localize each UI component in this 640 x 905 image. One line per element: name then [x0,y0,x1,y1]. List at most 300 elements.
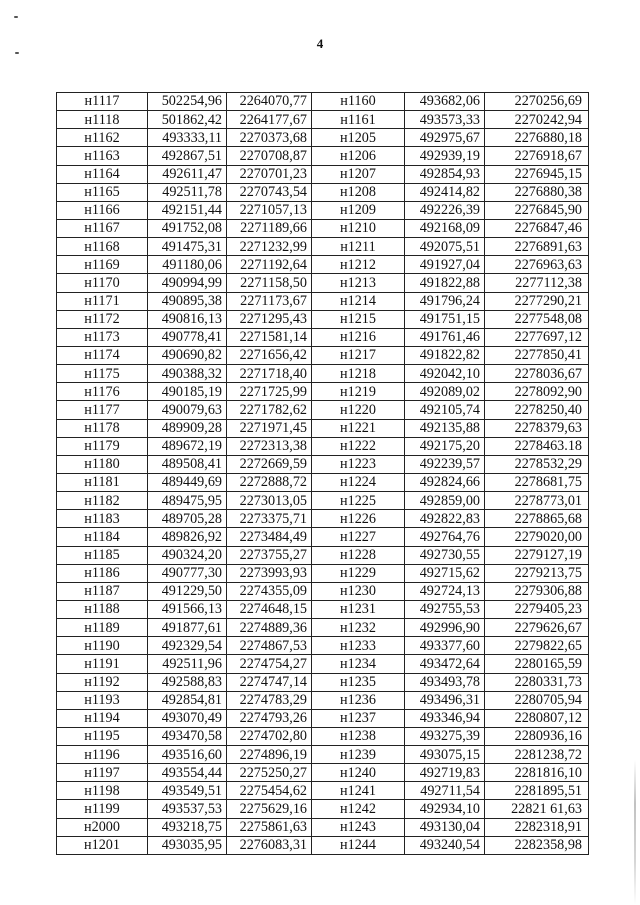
cell-y-coordinate: 2272888,72 [227,473,312,491]
cell-x-coordinate: 493275,39 [405,727,485,745]
cell-x-coordinate: 493240,54 [405,836,485,854]
cell-point-id: н1161 [312,111,405,129]
cell-point-id: н1232 [312,619,405,637]
table-row [57,256,589,274]
cell-y-coordinate: 2278250,40 [485,401,589,419]
cell-y-coordinate: 2271189,66 [227,219,312,237]
cell-x-coordinate: 490079,63 [148,401,227,419]
table-row [57,437,589,455]
cell-point-id: н1231 [312,600,405,618]
cell-x-coordinate: 490994,99 [148,274,227,292]
cell-y-coordinate: 2270743,54 [227,183,312,201]
cell-y-coordinate: 2277112,38 [485,274,589,292]
cell-y-coordinate: 2276847,46 [485,219,589,237]
cell-x-coordinate: 493333,11 [148,129,227,147]
cell-x-coordinate: 492934,10 [405,800,485,818]
cell-point-id: н1211 [312,238,405,256]
cell-point-id: н1192 [57,673,148,691]
cell-y-coordinate: 2271725,99 [227,383,312,401]
cell-y-coordinate: 2274896,19 [227,746,312,764]
cell-x-coordinate: 490324,20 [148,546,227,564]
cell-point-id: н1197 [57,764,148,782]
cell-x-coordinate: 492168,09 [405,219,485,237]
cell-x-coordinate: 493472,64 [405,655,485,673]
cell-y-coordinate: 2275861,63 [227,818,312,836]
cell-y-coordinate: 2279127,19 [485,546,589,564]
cell-y-coordinate: 2273993,93 [227,564,312,582]
cell-point-id: н1183 [57,510,148,528]
cell-y-coordinate: 2277850,41 [485,346,589,364]
cell-point-id: н2000 [57,818,148,836]
cell-point-id: н1171 [57,292,148,310]
table-row [57,673,589,691]
cell-x-coordinate: 493493,78 [405,673,485,691]
cell-y-coordinate: 2274648,15 [227,600,312,618]
cell-x-coordinate: 493070,49 [148,709,227,727]
cell-x-coordinate: 493075,15 [405,746,485,764]
cell-point-id: н1208 [312,183,405,201]
cell-point-id: н1172 [57,310,148,328]
cell-x-coordinate: 489705,28 [148,510,227,528]
table-row [57,129,589,147]
cell-point-id: н1210 [312,219,405,237]
cell-point-id: н1238 [312,727,405,745]
cell-x-coordinate: 490895,38 [148,292,227,310]
cell-y-coordinate: 2281816,10 [485,764,589,782]
cell-point-id: н1223 [312,455,405,473]
cell-x-coordinate: 492859,00 [405,492,485,510]
cell-point-id: н1244 [312,836,405,854]
cell-x-coordinate: 492730,55 [405,546,485,564]
cell-point-id: н1118 [57,111,148,129]
cell-y-coordinate: 2271782,62 [227,401,312,419]
cell-y-coordinate: 2274889,36 [227,619,312,637]
table-row [57,836,589,854]
cell-y-coordinate: 2277290,21 [485,292,589,310]
scan-speck [14,16,18,18]
cell-x-coordinate: 489508,41 [148,455,227,473]
cell-x-coordinate: 491752,08 [148,219,227,237]
cell-x-coordinate: 492824,66 [405,473,485,491]
table-row [57,328,589,346]
table-row [57,727,589,745]
cell-y-coordinate: 2274793,26 [227,709,312,727]
cell-point-id: н1160 [312,93,405,111]
cell-point-id: н1240 [312,764,405,782]
cell-y-coordinate: 2275454,62 [227,782,312,800]
cell-point-id: н1169 [57,256,148,274]
cell-y-coordinate: 2276880,18 [485,129,589,147]
cell-y-coordinate: 2277697,12 [485,328,589,346]
table-row [57,219,589,237]
cell-point-id: н1190 [57,637,148,655]
cell-y-coordinate: 2276918,67 [485,147,589,165]
cell-y-coordinate: 2276963,63 [485,256,589,274]
cell-x-coordinate: 492042,10 [405,365,485,383]
cell-point-id: н1218 [312,365,405,383]
cell-y-coordinate: 2279405,23 [485,600,589,618]
table-row [57,709,589,727]
cell-y-coordinate: 2272313,38 [227,437,312,455]
cell-x-coordinate: 493573,33 [405,111,485,129]
cell-x-coordinate: 491761,46 [405,328,485,346]
cell-x-coordinate: 493130,04 [405,818,485,836]
cell-x-coordinate: 489449,69 [148,473,227,491]
cell-x-coordinate: 491751,15 [405,310,485,328]
cell-x-coordinate: 491877,61 [148,619,227,637]
cell-point-id: н1229 [312,564,405,582]
cell-y-coordinate: 2274355,09 [227,582,312,600]
cell-point-id: н1181 [57,473,148,491]
cell-x-coordinate: 491566,13 [148,600,227,618]
cell-y-coordinate: 2273755,27 [227,546,312,564]
cell-point-id: н1201 [57,836,148,854]
table-row [57,510,589,528]
cell-x-coordinate: 491475,31 [148,238,227,256]
cell-x-coordinate: 490778,41 [148,328,227,346]
cell-y-coordinate: 2270701,23 [227,165,312,183]
cell-y-coordinate: 2271718,40 [227,365,312,383]
table-row [57,365,589,383]
cell-point-id: н1179 [57,437,148,455]
cell-x-coordinate: 492711,54 [405,782,485,800]
cell-x-coordinate: 493554,44 [148,764,227,782]
cell-x-coordinate: 493218,75 [148,818,227,836]
cell-point-id: н1239 [312,746,405,764]
cell-y-coordinate: 2271232,99 [227,238,312,256]
cell-y-coordinate: 2277548,08 [485,310,589,328]
cell-point-id: н1188 [57,600,148,618]
cell-y-coordinate: 2274783,29 [227,691,312,709]
table-row [57,546,589,564]
cell-point-id: н1187 [57,582,148,600]
cell-y-coordinate: 2274754,27 [227,655,312,673]
table-row [57,111,589,129]
cell-y-coordinate: 2280807,12 [485,709,589,727]
table-row [57,383,589,401]
cell-x-coordinate: 491180,06 [148,256,227,274]
cell-point-id: н1233 [312,637,405,655]
cell-x-coordinate: 492939,19 [405,147,485,165]
cell-point-id: н1175 [57,365,148,383]
cell-x-coordinate: 489475,95 [148,492,227,510]
table-row [57,782,589,800]
cell-y-coordinate: 2270708,87 [227,147,312,165]
cell-x-coordinate: 491796,24 [405,292,485,310]
cell-x-coordinate: 493496,31 [405,691,485,709]
cell-x-coordinate: 501862,42 [148,111,227,129]
cell-point-id: н1242 [312,800,405,818]
cell-y-coordinate: 2275250,27 [227,764,312,782]
cell-y-coordinate: 2278092,90 [485,383,589,401]
cell-y-coordinate: 2281238,72 [485,746,589,764]
cell-x-coordinate: 492089,02 [405,383,485,401]
table-row [57,746,589,764]
cell-point-id: н1214 [312,292,405,310]
cell-y-coordinate: 2279822,65 [485,637,589,655]
cell-point-id: н1198 [57,782,148,800]
cell-point-id: н1178 [57,419,148,437]
cell-y-coordinate: 2279306,88 [485,582,589,600]
cell-x-coordinate: 491927,04 [405,256,485,274]
cell-point-id: н1219 [312,383,405,401]
cell-x-coordinate: 490816,13 [148,310,227,328]
cell-x-coordinate: 491822,88 [405,274,485,292]
cell-x-coordinate: 492511,78 [148,183,227,201]
table-row [57,201,589,219]
table-row [57,528,589,546]
cell-y-coordinate: 2264177,67 [227,111,312,129]
cell-x-coordinate: 492105,74 [405,401,485,419]
cell-point-id: н1167 [57,219,148,237]
cell-y-coordinate: 2274702,80 [227,727,312,745]
cell-point-id: н1225 [312,492,405,510]
cell-point-id: н1195 [57,727,148,745]
cell-point-id: н1220 [312,401,405,419]
cell-x-coordinate: 492719,83 [405,764,485,782]
cell-x-coordinate: 489672,19 [148,437,227,455]
cell-y-coordinate: 2280705,94 [485,691,589,709]
cell-x-coordinate: 491229,50 [148,582,227,600]
cell-y-coordinate: 2271057,13 [227,201,312,219]
table-row [57,600,589,618]
cell-point-id: н1230 [312,582,405,600]
cell-y-coordinate: 2279020,00 [485,528,589,546]
cell-y-coordinate: 2279626,67 [485,619,589,637]
table-row [57,473,589,491]
cell-y-coordinate: 2276891,63 [485,238,589,256]
cell-x-coordinate: 493346,94 [405,709,485,727]
cell-x-coordinate: 492975,67 [405,129,485,147]
cell-y-coordinate: 2282358,98 [485,836,589,854]
cell-point-id: н1166 [57,201,148,219]
cell-y-coordinate: 2271158,50 [227,274,312,292]
cell-point-id: н1170 [57,274,148,292]
cell-point-id: н1236 [312,691,405,709]
cell-point-id: н1221 [312,419,405,437]
cell-y-coordinate: 2276880,38 [485,183,589,201]
cell-y-coordinate: 2276945,15 [485,165,589,183]
cell-y-coordinate: 2278865,68 [485,510,589,528]
cell-point-id: н1209 [312,201,405,219]
cell-point-id: н1177 [57,401,148,419]
table-row [57,818,589,836]
cell-x-coordinate: 492755,53 [405,600,485,618]
table-row [57,455,589,473]
cell-point-id: н1224 [312,473,405,491]
page-number: 4 [316,36,324,51]
cell-point-id: н1234 [312,655,405,673]
cell-x-coordinate: 492075,51 [405,238,485,256]
table-row [57,93,589,111]
cell-point-id: н1243 [312,818,405,836]
cell-x-coordinate: 492239,57 [405,455,485,473]
cell-x-coordinate: 489826,92 [148,528,227,546]
table-row [57,582,589,600]
cell-point-id: н1186 [57,564,148,582]
cell-point-id: н1165 [57,183,148,201]
cell-y-coordinate: 2279213,75 [485,564,589,582]
cell-point-id: н1185 [57,546,148,564]
cell-y-coordinate: 2276845,90 [485,201,589,219]
cell-point-id: н1217 [312,346,405,364]
cell-y-coordinate: 2275629,16 [227,800,312,818]
cell-x-coordinate: 492854,93 [405,165,485,183]
cell-x-coordinate: 493377,60 [405,637,485,655]
cell-y-coordinate: 2271971,45 [227,419,312,437]
table-row [57,619,589,637]
cell-x-coordinate: 492588,83 [148,673,227,691]
cell-y-coordinate: 2278681,75 [485,473,589,491]
cell-point-id: н1216 [312,328,405,346]
cell-point-id: н1164 [57,165,148,183]
table-row [57,183,589,201]
cell-point-id: н1180 [57,455,148,473]
cell-x-coordinate: 490690,82 [148,346,227,364]
table-row [57,147,589,165]
cell-y-coordinate: 2271581,14 [227,328,312,346]
cell-y-coordinate: 2270373,68 [227,129,312,147]
cell-y-coordinate: 2278379,63 [485,419,589,437]
cell-point-id: н1241 [312,782,405,800]
cell-y-coordinate: 2273375,71 [227,510,312,528]
cell-x-coordinate: 493537,53 [148,800,227,818]
table-row [57,346,589,364]
cell-x-coordinate: 492996,90 [405,619,485,637]
cell-y-coordinate: 2278463.18 [485,437,589,455]
cell-y-coordinate: 2271173,67 [227,292,312,310]
cell-point-id: н1184 [57,528,148,546]
cell-y-coordinate: 2278773,01 [485,492,589,510]
cell-x-coordinate: 489909,28 [148,419,227,437]
coordinate-table [56,92,589,855]
cell-x-coordinate: 492611,47 [148,165,227,183]
cell-point-id: н1189 [57,619,148,637]
cell-point-id: н1227 [312,528,405,546]
cell-x-coordinate: 491822,82 [405,346,485,364]
cell-y-coordinate: 2274867,53 [227,637,312,655]
cell-y-coordinate: 2271656,42 [227,346,312,364]
scan-speck [15,52,19,54]
cell-x-coordinate: 493516,60 [148,746,227,764]
table-row [57,492,589,510]
table-row [57,165,589,183]
cell-point-id: н1213 [312,274,405,292]
cell-y-coordinate: 2272669,59 [227,455,312,473]
table-row [57,764,589,782]
cell-x-coordinate: 493549,51 [148,782,227,800]
table-row [57,637,589,655]
cell-x-coordinate: 493682,06 [405,93,485,111]
cell-point-id: н1173 [57,328,148,346]
cell-point-id: н1205 [312,129,405,147]
table-row [57,800,589,818]
cell-x-coordinate: 492724,13 [405,582,485,600]
table-row [57,564,589,582]
cell-y-coordinate: 2276083,31 [227,836,312,854]
cell-point-id: н1191 [57,655,148,673]
cell-point-id: н1212 [312,256,405,274]
cell-point-id: н1235 [312,673,405,691]
cell-x-coordinate: 492329,54 [148,637,227,655]
table-row [57,401,589,419]
cell-x-coordinate: 502254,96 [148,93,227,111]
cell-x-coordinate: 492175,20 [405,437,485,455]
cell-y-coordinate: 2281895,51 [485,782,589,800]
cell-point-id: н1117 [57,93,148,111]
cell-y-coordinate: 2280331,73 [485,673,589,691]
cell-y-coordinate: 2278532,29 [485,455,589,473]
table-row [57,238,589,256]
table-row [57,691,589,709]
cell-y-coordinate: 2270256,69 [485,93,589,111]
cell-point-id: н1206 [312,147,405,165]
cell-point-id: н1196 [57,746,148,764]
cell-x-coordinate: 492414,82 [405,183,485,201]
cell-x-coordinate: 490185,19 [148,383,227,401]
cell-y-coordinate: 2274747,14 [227,673,312,691]
table-row [57,292,589,310]
cell-point-id: н1182 [57,492,148,510]
scan-edge-artifact [634,760,636,905]
cell-x-coordinate: 492867,51 [148,147,227,165]
cell-x-coordinate: 490777,30 [148,564,227,582]
cell-point-id: н1163 [57,147,148,165]
cell-x-coordinate: 490388,32 [148,365,227,383]
cell-y-coordinate: 2273484,49 [227,528,312,546]
cell-y-coordinate: 2278036,67 [485,365,589,383]
cell-point-id: н1199 [57,800,148,818]
cell-point-id: н1162 [57,129,148,147]
cell-point-id: н1215 [312,310,405,328]
cell-x-coordinate: 492511,96 [148,655,227,673]
cell-y-coordinate: 2271295,43 [227,310,312,328]
cell-point-id: н1222 [312,437,405,455]
cell-x-coordinate: 492135,88 [405,419,485,437]
cell-point-id: н1176 [57,383,148,401]
cell-x-coordinate: 492822,83 [405,510,485,528]
cell-y-coordinate: 2280936,16 [485,727,589,745]
cell-y-coordinate: 2271192,64 [227,256,312,274]
cell-x-coordinate: 493470,58 [148,727,227,745]
cell-point-id: н1168 [57,238,148,256]
cell-x-coordinate: 492226,39 [405,201,485,219]
cell-point-id: н1226 [312,510,405,528]
cell-point-id: н1193 [57,691,148,709]
cell-y-coordinate: 2282318,91 [485,818,589,836]
cell-y-coordinate: 2270242,94 [485,111,589,129]
cell-y-coordinate: 2273013,05 [227,492,312,510]
cell-x-coordinate: 492151,44 [148,201,227,219]
cell-y-coordinate: 2264070,77 [227,93,312,111]
table-row [57,310,589,328]
table-row [57,274,589,292]
cell-x-coordinate: 492715,62 [405,564,485,582]
cell-point-id: н1194 [57,709,148,727]
table-row [57,419,589,437]
cell-point-id: н1237 [312,709,405,727]
cell-x-coordinate: 492854,81 [148,691,227,709]
cell-point-id: н1207 [312,165,405,183]
cell-y-coordinate: 2280165,59 [485,655,589,673]
table-row [57,655,589,673]
cell-y-coordinate: 22821 61,63 [485,800,589,818]
cell-point-id: н1228 [312,546,405,564]
cell-x-coordinate: 492764,76 [405,528,485,546]
cell-point-id: н1174 [57,346,148,364]
cell-x-coordinate: 493035,95 [148,836,227,854]
coordinate-table-body [57,93,589,855]
